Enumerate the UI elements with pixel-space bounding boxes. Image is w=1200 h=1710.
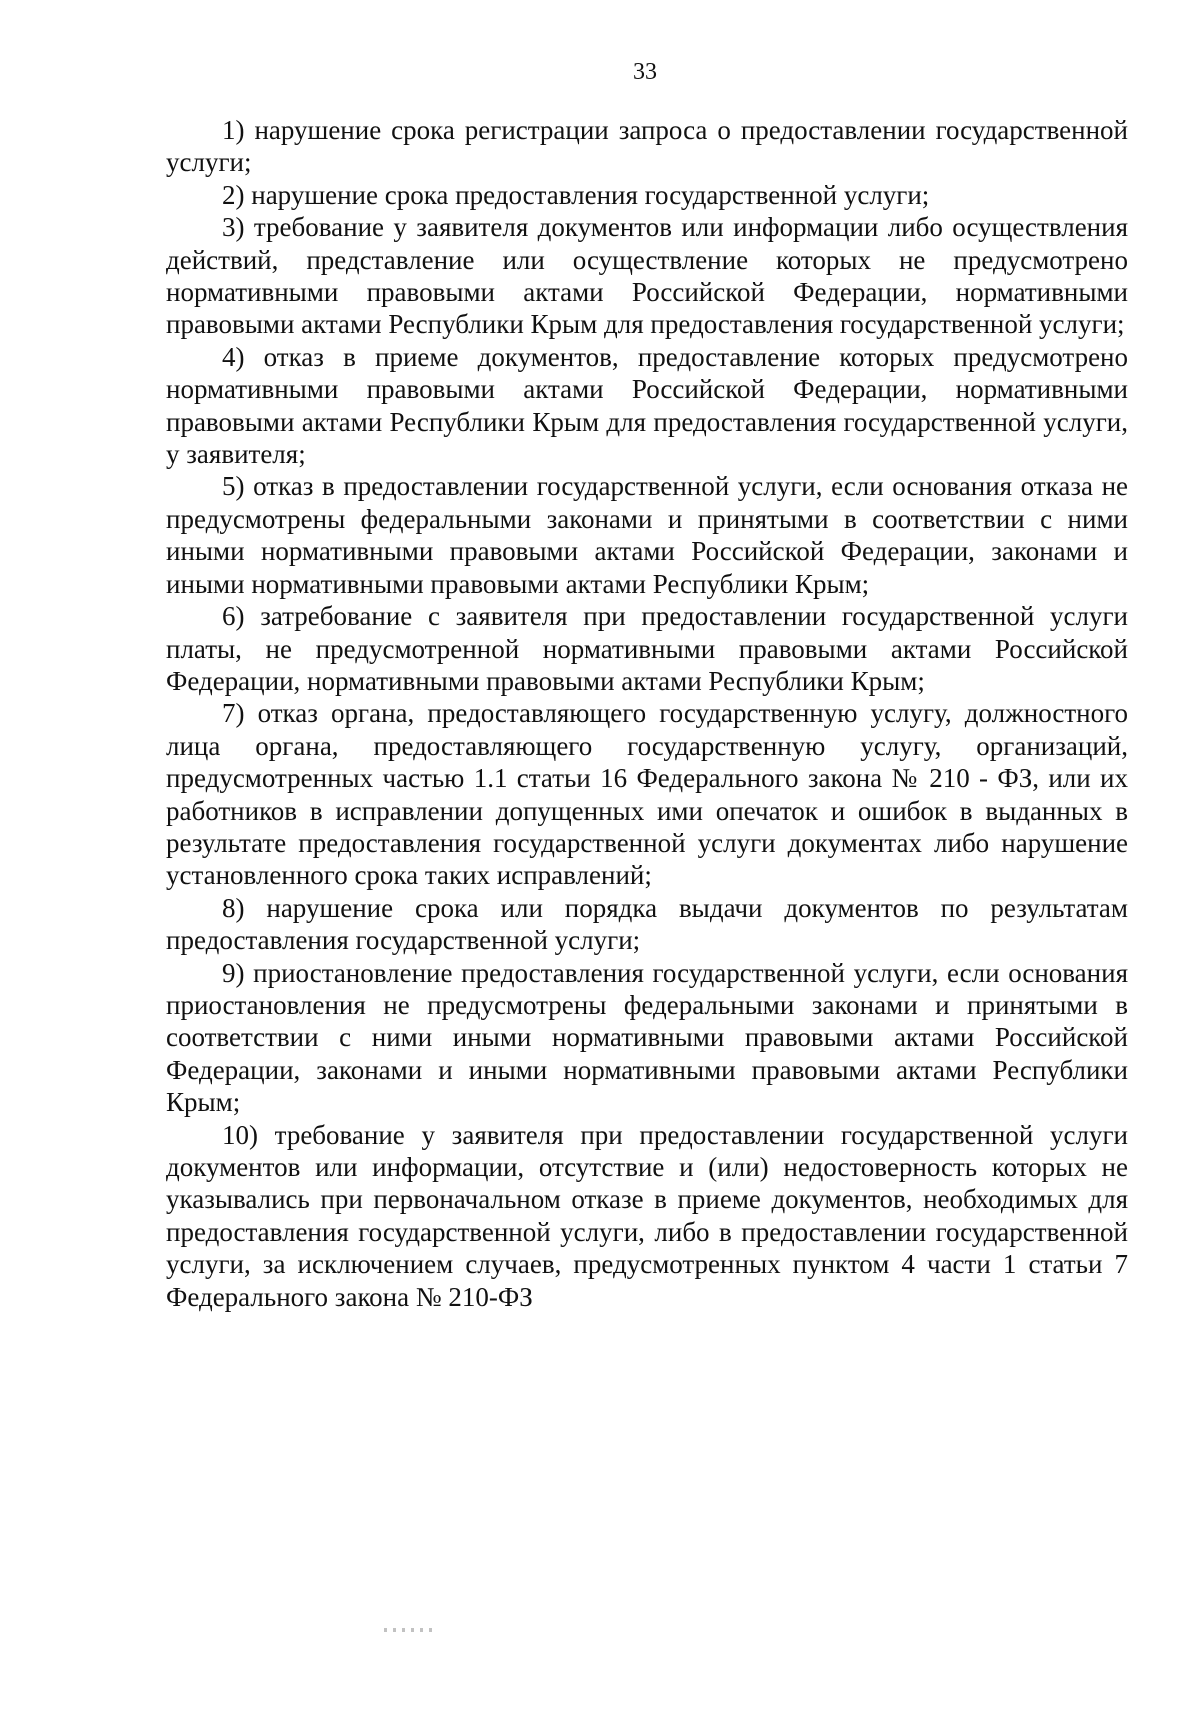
list-item-6: 6) затребование с заявителя при предоставлении государственной услуги платы, не предусмотренной нормативными правовыми актами Российской Федерации, нормативными правовыми актами Республики Крым; (166, 601, 1128, 696)
list-item-8: 8) нарушение срока или порядка выдачи документов по результатам предоставления государственной услуги; (166, 892, 1128, 956)
list-item-3: 3) требование у заявителя документов или информации либо осуществления действий, представление или осуществление которых не предусмотрено нормативными правовыми актами Российской Федерации, нормативными правовыми актами Республики Крым для предоставления государственной услуги; (166, 212, 1128, 340)
document-body (166, 114, 1128, 1313)
list-item-4: 4) отказ в приеме документов, предоставление которых предусмотрено нормативными правовыми актами Российской Федерации, нормативными правовыми актами Республики Крым для предоставления государственной услуги, у заявителя; (166, 341, 1128, 470)
list-item-10: 10) требование у заявителя при предоставлении государственной услуги документов или информации, отсутствие и (или) недостоверность которых не указывались при первоначальном отказе в приеме документов, необходимых для предоставления государственной услуги, либо в предоставлении государственной услуги, за исключением случаев, предусмотренных пунктом 4 части 1 статьи 7 Федерального закона № 210-ФЗ (166, 1119, 1128, 1312)
page-number: 33 (633, 59, 657, 85)
list-item-2: 2) нарушение срока предоставления государственной услуги; (222, 179, 930, 210)
list-item-9: 9) приостановление предоставления государственной услуги, если основания приостановления не предусмотрены федеральными законами и принятыми в соответствии с ними иными нормативными правовыми актами Российской Федерации, законами и иными нормативными правовыми актами Республики Крым; (166, 957, 1128, 1118)
list-item-7: 7) отказ органа, предоставляющего государственную услугу, должностного лица органа, предоставляющего государственную услугу, организаций, предусмотренных частью 1.1 статьи 16 Федерального закона № 210 - ФЗ, или их работников в исправлении допущенных ими опечаток и ошибок в выданных в результате предоставления государственной услуги документах либо нарушение установленного срока таких исправлений; (166, 698, 1128, 891)
scan-artifact (384, 1628, 432, 1632)
list-item-5: 5) отказ в предоставлении государственной услуги, если основания отказа не предусмотрены федеральными законами и принятыми в соответствии с ними иными нормативными правовыми актами Российской Федерации, законами и иными нормативными правовыми актами Республики Крым; (166, 471, 1128, 599)
list-item-1: 1) нарушение срока регистрации запроса о предоставлении государственной услуги; (166, 115, 1128, 178)
